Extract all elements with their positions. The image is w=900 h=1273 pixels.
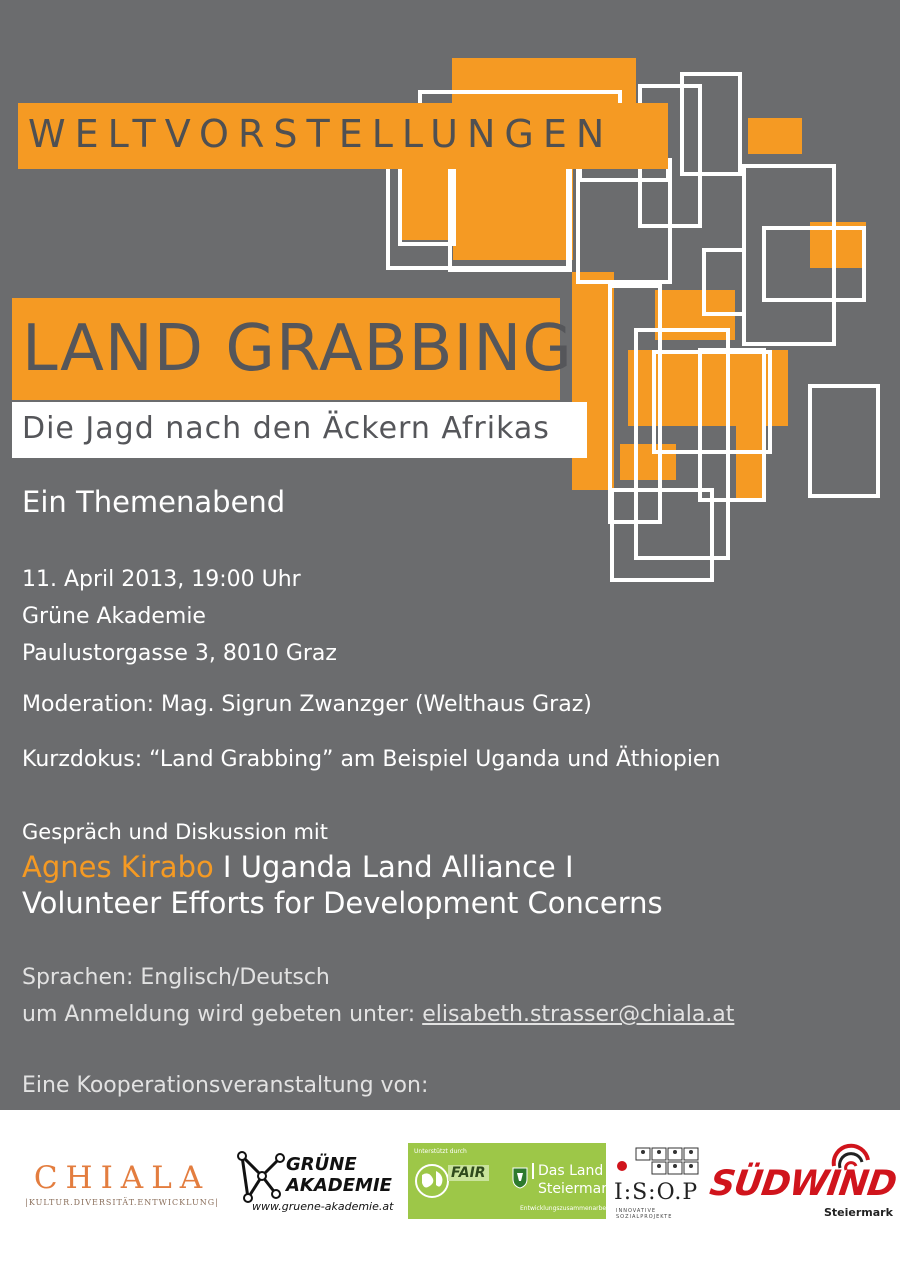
registration-info xyxy=(22,1002,734,1027)
gruene-logo-url: www.gruene-akademie.at xyxy=(252,1200,394,1213)
suedwind-logo-region: Steiermark xyxy=(824,1206,893,1219)
speaker-line xyxy=(22,850,574,884)
event-address: Paulustorgasse 3, 8010 Graz xyxy=(22,641,337,666)
isop-logo-word: I:S:O.P xyxy=(614,1180,699,1205)
suedwind-logo xyxy=(706,1142,899,1232)
cooperation-heading: Eine Kooperationsveranstaltung von: xyxy=(22,1073,429,1098)
main-title: LAND GRABBING xyxy=(22,312,573,386)
fair-steiermark-logo xyxy=(408,1143,616,1219)
fair-logo-word: FAIR xyxy=(448,1165,489,1181)
registration-email-link[interactable]: elisabeth.strasser@chiala.at xyxy=(422,1002,735,1027)
fair-supported-by: Unterstützt durch xyxy=(414,1148,467,1155)
fair-ez-label: Entwicklungszusammenarbeit xyxy=(520,1205,611,1212)
globe-icon xyxy=(414,1163,450,1199)
coat-of-arms-icon xyxy=(512,1167,528,1189)
event-venue: Grüne Akademie xyxy=(22,604,206,629)
series-title: WELTVORSTELLUNGEN xyxy=(28,112,614,156)
documentaries-info: Kurzdokus: “Land Grabbing” am Beispiel Uganda und Äthiopien xyxy=(22,747,721,772)
fair-land-line2: Steiermark xyxy=(538,1181,616,1197)
chiala-logo-tagline: |KULTUR.DIVERSITÄT.ENTWICKLUNG| xyxy=(25,1198,219,1207)
isop-logo-tagline: INNOVATIVE SOZIALPROJEKTE xyxy=(616,1208,673,1220)
isop-logo xyxy=(612,1146,704,1222)
event-date: 11. April 2013, 19:00 Uhr xyxy=(22,567,301,592)
gruene-logo-line1: GRÜNE xyxy=(286,1154,357,1175)
fair-land-line1: Das Land xyxy=(532,1163,603,1179)
chiala-logo-name: CHIALA xyxy=(33,1160,211,1196)
gruene-logo-line2: AKADEMIE xyxy=(286,1175,392,1196)
moderation-info: Moderation: Mag. Sigrun Zwanzger (Welthaus Graz) xyxy=(22,692,592,717)
gruene-akademie-logo xyxy=(236,1148,396,1218)
suedwind-logo-word: SÜDWIND xyxy=(707,1164,899,1204)
languages-info: Sprachen: Englisch/Deutsch xyxy=(22,965,330,990)
talk-intro: Gespräch und Diskussion mit xyxy=(22,820,328,844)
people-pictogram-icon xyxy=(612,1146,702,1178)
event-intro: Ein Themenabend xyxy=(22,485,286,519)
speaker-org: I Uganda Land Alliance I xyxy=(213,850,574,884)
registration-text: um Anmeldung wird gebeten unter: xyxy=(22,1002,423,1027)
network-nodes-icon xyxy=(236,1150,286,1206)
chiala-logo xyxy=(22,1160,222,1207)
subtitle: Die Jagd nach den Äckern Afrikas xyxy=(22,411,550,446)
speaker-name: Agnes Kirabo xyxy=(22,850,214,884)
speaker-org-line-2: Volunteer Efforts for Development Concerns xyxy=(22,886,663,920)
